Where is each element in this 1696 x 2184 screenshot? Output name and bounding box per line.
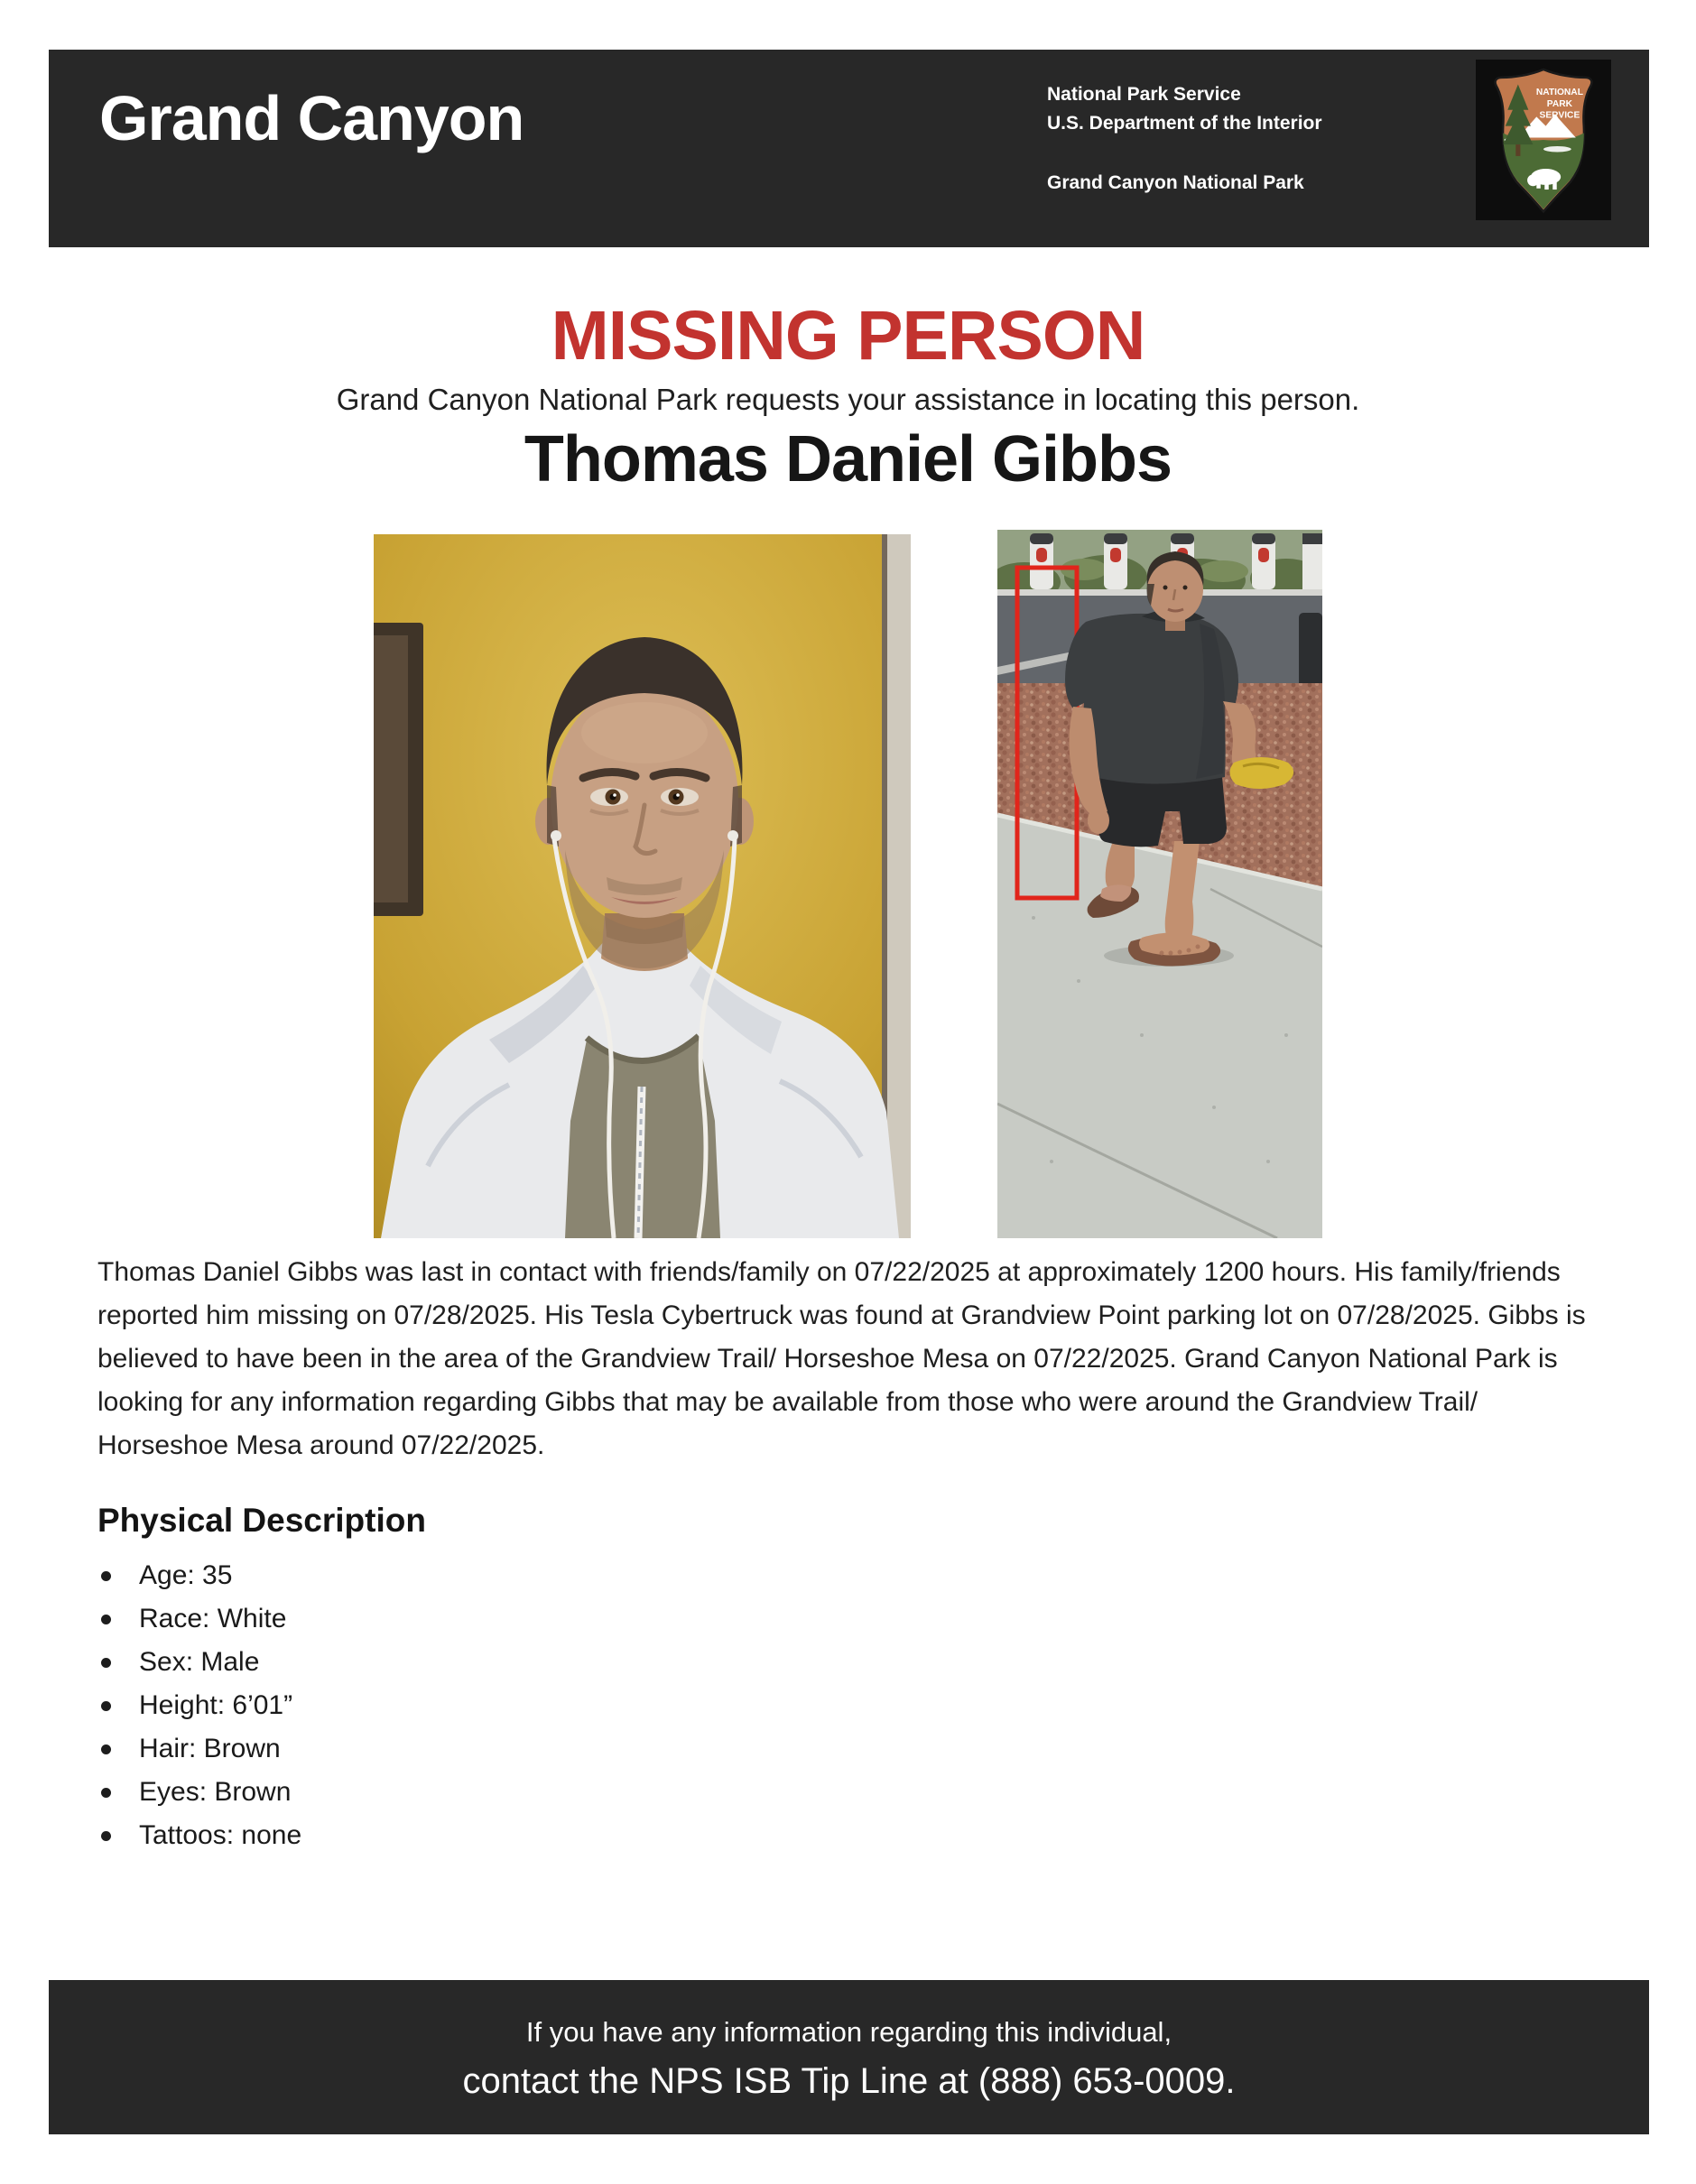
person-name: Thomas Daniel Gibbs xyxy=(524,423,1172,495)
agency-block xyxy=(1047,80,1322,198)
svg-text:SERVICE: SERVICE xyxy=(1539,110,1580,121)
svg-text:NATIONAL: NATIONAL xyxy=(1535,88,1583,98)
physical-description-heading: Physical Description xyxy=(97,1502,426,1539)
selfie-photo xyxy=(374,534,911,1238)
description-item-race: Race: White xyxy=(97,1597,301,1641)
missing-person-title: MISSING PERSON xyxy=(551,297,1145,375)
park-name: Grand Canyon xyxy=(99,83,524,153)
description-item-height: Height: 6’01” xyxy=(97,1684,301,1727)
svg-text:PARK: PARK xyxy=(1546,98,1573,109)
description-item-age: Age: 35 xyxy=(97,1554,301,1597)
nps-arrowhead-icon xyxy=(1486,66,1601,214)
description-item-eyes: Eyes: Brown xyxy=(97,1771,301,1814)
assistance-subtitle: Grand Canyon National Park requests your assistance in locating this person. xyxy=(336,383,1360,416)
footer-line-1: If you have any information regarding this individual, xyxy=(525,2016,1172,2048)
footer-line-2: contact the NPS ISB Tip Line at (888) 653-0009. xyxy=(462,2061,1236,2101)
description-item-sex: Sex: Male xyxy=(97,1641,301,1684)
surveillance-photo xyxy=(997,530,1322,1238)
park-line: Grand Canyon National Park xyxy=(1047,172,1304,193)
physical-description-list xyxy=(97,1554,301,1857)
footer-band xyxy=(49,1980,1649,2134)
header-band xyxy=(49,50,1649,247)
description-item-hair: Hair: Brown xyxy=(97,1727,301,1771)
description-item-tattoos: Tattoos: none xyxy=(97,1814,301,1857)
agency-line-2: U.S. Department of the Interior xyxy=(1047,113,1322,134)
nps-arrowhead-logo xyxy=(1476,60,1611,220)
narrative-paragraph: Thomas Daniel Gibbs was last in contact with friends/family on 07/22/2025 at approximately 1200 hours. His family/friends reported him missing on 07/28/2025. His Tesla Cybertruck was found at Grandview Point parking lot on 07/28/2025. Gibbs is believed to have been in the area of the Grandview Trail/ Horseshoe Mesa on 07/22/2025. Grand Canyon National Park is looking for any information regarding Gibbs that may be available from those who were around the Grandview Trail/ Horseshoe Mesa around 07/22/2025. xyxy=(97,1257,1586,1460)
agency-line-1: National Park Service xyxy=(1047,84,1241,105)
